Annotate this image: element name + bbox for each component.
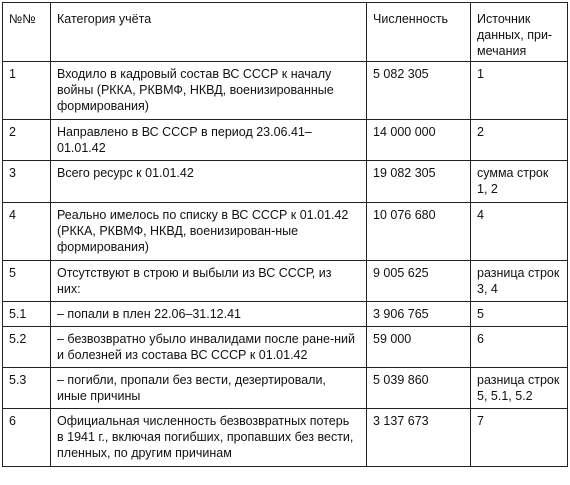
row-category: Всего ресурс к 01.01.42 — [51, 161, 367, 203]
table-header-row — [3, 3, 568, 62]
row-category: Реально имелось по списку в ВС СССР к 01.01.42 (РККА, РКВМФ, НКВД, военизирован-ные формирования) — [51, 203, 367, 261]
header-source: Источник данных, при-мечания — [471, 3, 568, 62]
row-source: 6 — [471, 327, 568, 368]
row-count: 5 039 860 — [367, 368, 471, 409]
table-row — [3, 368, 568, 409]
row-category: – безвозвратно убыло инвалидами после ране-ний и болезней из состава ВС СССР к 01.01.42 — [51, 327, 367, 368]
row-source: разница строк 3, 4 — [471, 261, 568, 302]
row-category: – попали в плен 22.06–31.12.41 — [51, 302, 367, 327]
row-num: 6 — [3, 409, 51, 467]
row-category: Официальная численность безвозвратных потерь в 1941 г., включая погибших, пропавших без вести, пленных, по другим причинам — [51, 409, 367, 467]
row-source: сумма строк 1, 2 — [471, 161, 568, 203]
table-row — [3, 302, 568, 327]
table-row — [3, 62, 568, 120]
row-category: Входило в кадровый состав ВС СССР к началу войны (РККА, РКВМФ, НКВД, военизированные формирования) — [51, 62, 367, 120]
row-category: Отсутствуют в строю и выбыли из ВС СССР, из них: — [51, 261, 367, 302]
document-page — [2, 2, 567, 482]
row-count: 19 082 305 — [367, 161, 471, 203]
table-row — [3, 203, 568, 261]
header-num: №№ — [3, 3, 51, 62]
row-count: 14 000 000 — [367, 120, 471, 161]
row-count: 10 076 680 — [367, 203, 471, 261]
row-source: 2 — [471, 120, 568, 161]
row-source: 1 — [471, 62, 568, 120]
losses-table — [2, 2, 568, 467]
row-num: 1 — [3, 62, 51, 120]
row-count: 9 005 625 — [367, 261, 471, 302]
row-count: 5 082 305 — [367, 62, 471, 120]
row-source: 7 — [471, 409, 568, 467]
row-count: 3 906 765 — [367, 302, 471, 327]
table-row — [3, 161, 568, 203]
row-num: 5.3 — [3, 368, 51, 409]
row-count: 3 137 673 — [367, 409, 471, 467]
row-source: 4 — [471, 203, 568, 261]
row-source: разница строк 5, 5.1, 5.2 — [471, 368, 568, 409]
row-count: 59 000 — [367, 327, 471, 368]
table-row — [3, 409, 568, 467]
table-row — [3, 327, 568, 368]
row-num: 4 — [3, 203, 51, 261]
header-category: Категория учёта — [51, 3, 367, 62]
row-num: 3 — [3, 161, 51, 203]
table-row — [3, 120, 568, 161]
row-source: 5 — [471, 302, 568, 327]
table-row — [3, 261, 568, 302]
row-num: 5.2 — [3, 327, 51, 368]
row-category: Направлено в ВС СССР в период 23.06.41–01.01.42 — [51, 120, 367, 161]
row-category: – погибли, пропали без вести, дезертировали, иные причины — [51, 368, 367, 409]
row-num: 5.1 — [3, 302, 51, 327]
row-num: 2 — [3, 120, 51, 161]
header-count: Численность — [367, 3, 471, 62]
row-num: 5 — [3, 261, 51, 302]
